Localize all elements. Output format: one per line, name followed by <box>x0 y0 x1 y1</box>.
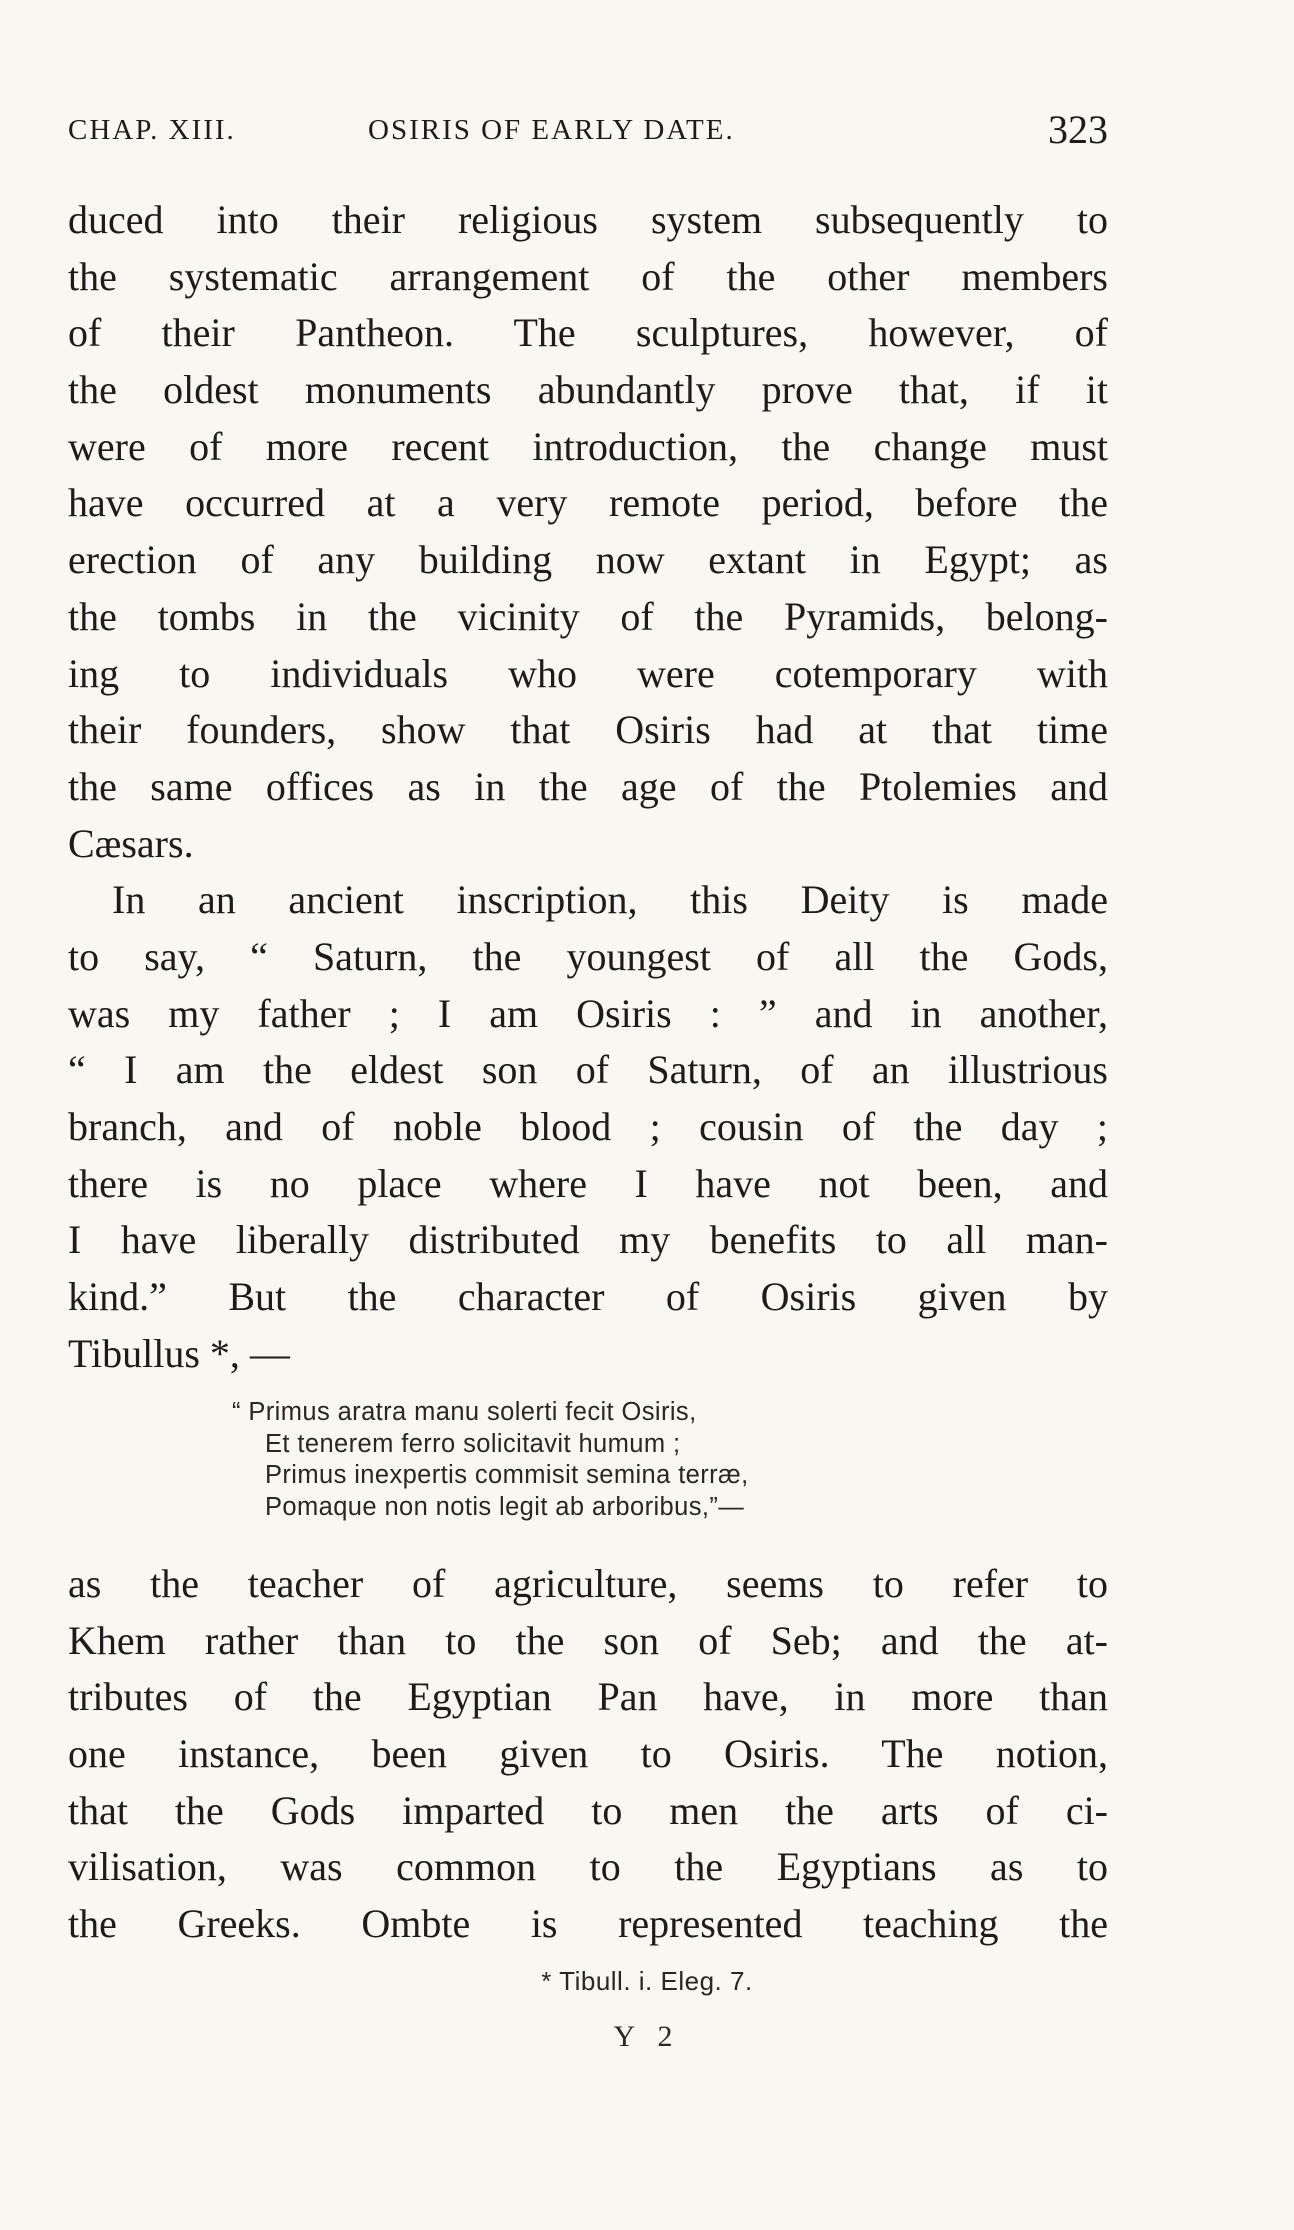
text-line: I have liberally distributed my benefits to all man- <box>68 1217 1108 1263</box>
running-head <box>68 106 1108 154</box>
text-line: ing to individuals who were cotemporary with <box>68 650 1108 696</box>
verse-line: Pomaque non notis legit ab arboribus,”— <box>265 1492 745 1521</box>
text-line: the same offices as in the age of the Ptolemies and <box>68 763 1108 809</box>
text-line: was my father ; I am Osiris : ” and in another, <box>68 990 1108 1036</box>
text-line: “ I am the eldest son of Saturn, of an illustrious <box>68 1047 1108 1093</box>
text-line: one instance, been given to Osiris. The notion, <box>68 1731 1108 1777</box>
text-line: kind.” But the character of Osiris given by <box>68 1274 1108 1320</box>
main-text-upper <box>68 192 1108 1382</box>
text-line: erection of any building now extant in Egypt; as <box>68 537 1108 583</box>
text-line: to say, “ Saturn, the youngest of all the Gods, <box>68 933 1108 979</box>
text-line: branch, and of noble blood ; cousin of the day ; <box>68 1104 1108 1149</box>
text-line: Tibullus *, — <box>68 1330 290 1376</box>
verse-line: “ Primus aratra manu solerti fecit Osiris, <box>232 1398 697 1426</box>
signature-mark: Y 2 <box>613 2020 681 2053</box>
text-line: Khem rather than to the son of Seb; and the at- <box>68 1617 1108 1663</box>
page-number: 323 <box>1048 107 1108 152</box>
text-line: tributes of the Egyptian Pan have, in more than <box>68 1674 1108 1720</box>
text-line: duced into their religious system subsequently to <box>68 197 1108 242</box>
text-line: of their Pantheon. The sculptures, however, of <box>68 310 1108 356</box>
text-line: the Greeks. Ombte is represented teaching the <box>68 1901 1108 1947</box>
footnote: * Tibull. i. Eleg. 7. <box>541 1966 753 1996</box>
verse-line: Primus inexpertis commisit semina terræ, <box>265 1461 749 1489</box>
text-line: the systematic arrangement of the other members <box>68 253 1108 299</box>
text-line: In an ancient inscription, this Deity is made <box>112 877 1108 923</box>
text-line: were of more recent introduction, the change must <box>68 423 1108 469</box>
text-line: there is no place where I have not been, and <box>68 1160 1108 1206</box>
text-line: their founders, show that Osiris had at that time <box>68 707 1108 753</box>
text-line: have occurred at a very remote period, before the <box>68 480 1108 526</box>
running-title: OSIRIS OF EARLY DATE. <box>368 114 735 146</box>
verse-line: Et tenerem ferro solicitavit humum ; <box>265 1429 681 1458</box>
text-line: Cæsars. <box>68 820 194 866</box>
main-text-lower <box>68 1556 1108 1953</box>
text-line: as the teacher of agriculture, seems to refer to <box>68 1561 1108 1606</box>
text-line: the oldest monuments abundantly prove that, if it <box>68 367 1108 413</box>
text-line: vilisation, was common to the Egyptians as to <box>68 1844 1108 1890</box>
text-line: the tombs in the vicinity of the Pyramids, belong- <box>68 593 1108 639</box>
latin-verse-quotation <box>232 1397 952 1523</box>
text-line: that the Gods imparted to men the arts of ci- <box>68 1787 1108 1833</box>
chapter-label: CHAP. XIII. <box>68 114 236 146</box>
